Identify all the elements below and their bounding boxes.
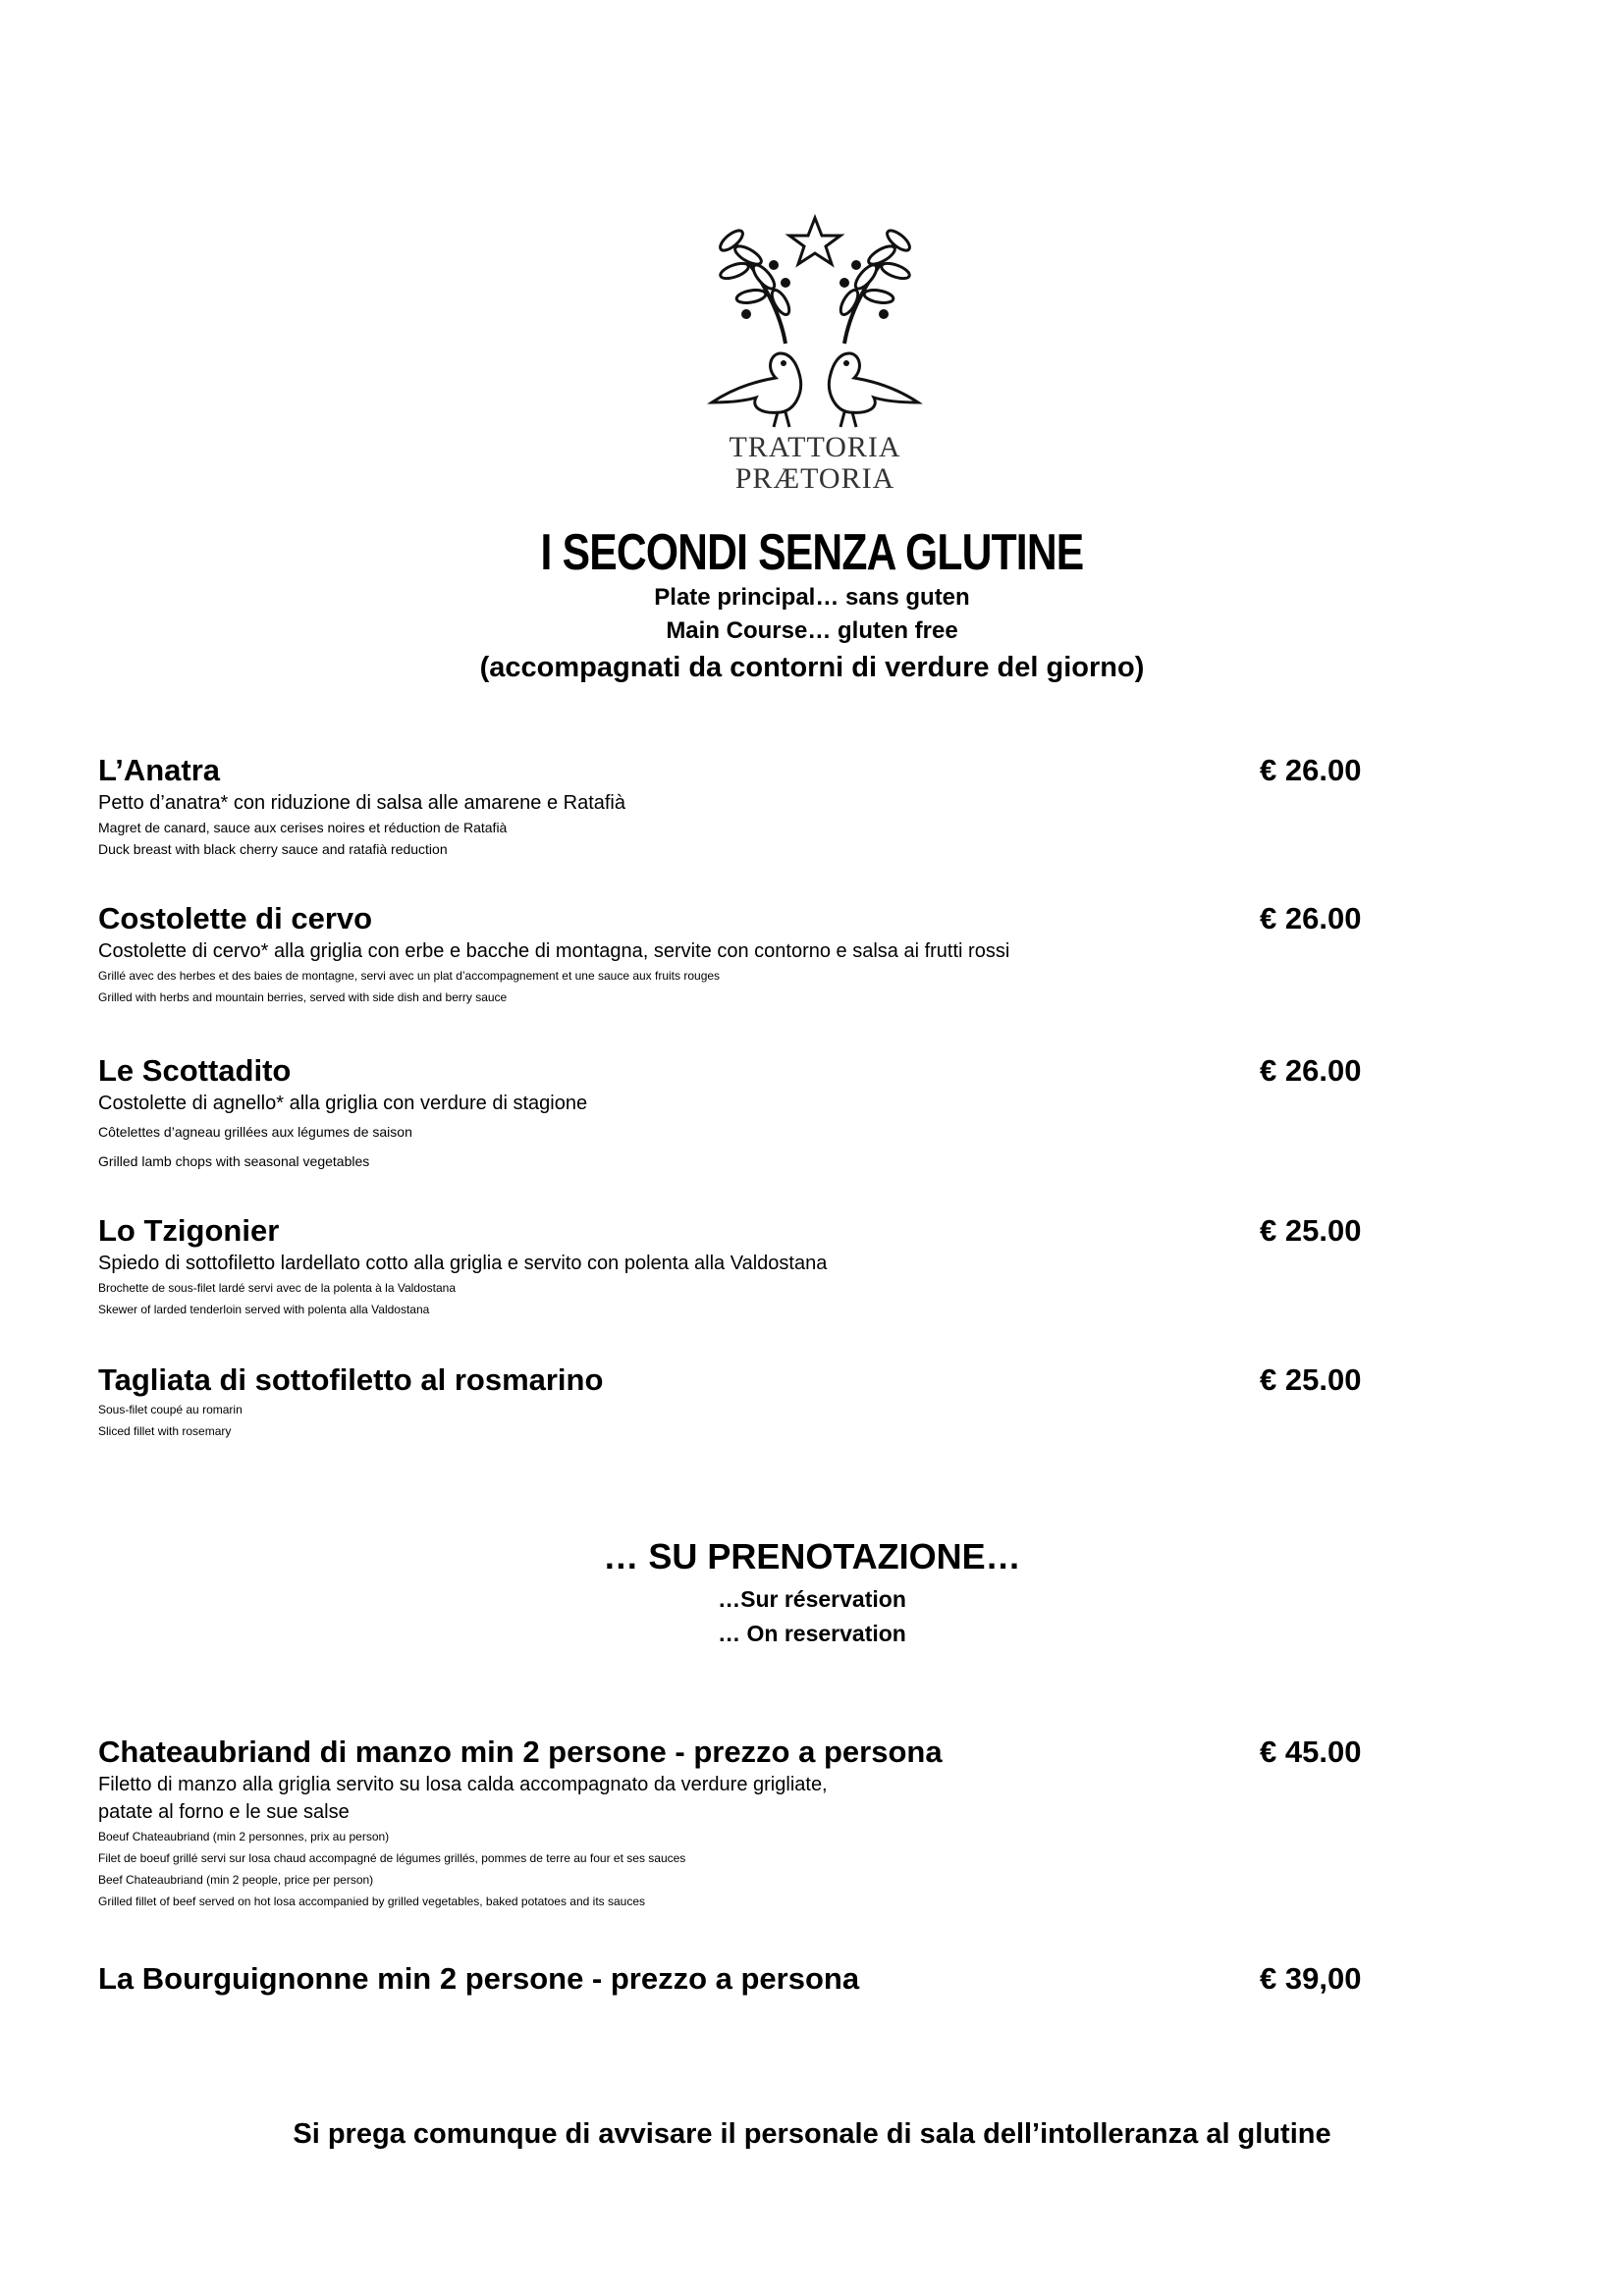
item-description-en: Skewer of larded tenderloin served with polenta alla Valdostana: [98, 1303, 430, 1316]
item-description-fr: Grillé avec des herbes et des baies de montagne, servi avec un plat d’accompagnement et une sauce aux fruits rouges: [98, 969, 721, 983]
item-description-en: Sliced fillet with rosemary: [98, 1424, 232, 1438]
item-description-it: Spiedo di sottofiletto lardellato cotto alla griglia e servito con polenta alla Valdostana: [98, 1253, 828, 1274]
item-description-en-line1: Beef Chateaubriand (min 2 people, price per person): [98, 1873, 374, 1887]
item-description-fr: Côtelettes d’agneau grillées aux légumes de saison: [98, 1124, 412, 1140]
item-price: € 26.00: [1260, 901, 1362, 935]
item-name: Costolette di cervo: [98, 901, 373, 935]
menu-item-anatra: [98, 752, 1375, 860]
item-description-fr-line2: Filet de boeuf grillé servi sur losa chaud accompagné de légumes grillés, pommes de terre au four et ses sauces: [98, 1851, 686, 1865]
item-description-fr: Magret de canard, sauce aux cerises noires et réduction de Ratafià: [98, 820, 508, 835]
item-description-en: Duck breast with black cherry sauce and ratafià reduction: [98, 841, 448, 857]
item-price: € 45.00: [1260, 1735, 1362, 1769]
item-description-it: Petto d’anatra* con riduzione di salsa alle amarene e Ratafià: [98, 792, 625, 814]
item-price: € 26.00: [1260, 1053, 1362, 1088]
item-description-en: Grilled lamb chops with seasonal vegetables: [98, 1153, 370, 1169]
item-price: € 25.00: [1260, 1213, 1362, 1248]
item-name: Lo Tzigonier: [98, 1213, 280, 1248]
item-description-en: Grilled with herbs and mountain berries, served with side dish and berry sauce: [98, 990, 508, 1004]
item-description-it-line1: Filetto di manzo alla griglia servito su losa calda accompagnato da verdure grigliate,: [98, 1774, 828, 1795]
menu-item-bourguignonne: [98, 1960, 1375, 1998]
page-title: I SECONDI SENZA GLUTINE: [540, 524, 1084, 581]
reservation-subtitle-en: … On reservation: [718, 1621, 906, 1646]
subtitle-en: Main Course… gluten free: [666, 617, 958, 644]
brand-line-1: TRATTORIA: [729, 431, 901, 463]
reservation-title: … SU PRENOTAZIONE…: [603, 1536, 1021, 1576]
item-name: Tagliata di sottofiletto al rosmarino: [98, 1362, 604, 1397]
item-price: € 25.00: [1260, 1362, 1362, 1397]
brand-line-2: PRÆTORIA: [734, 462, 895, 495]
side-dish-note: (accompagnati da contorni di verdure del giorno): [479, 652, 1145, 683]
menu-item-costolette-cervo: [98, 900, 1375, 1008]
item-name: La Bourguignonne min 2 persone - prezzo a persona: [98, 1961, 860, 1996]
item-description-fr: Brochette de sous-filet lardé servi avec de la polenta à la Valdostana: [98, 1281, 456, 1295]
subtitle-fr: Plate principal… sans guten: [654, 584, 970, 611]
item-price: € 26.00: [1260, 753, 1362, 787]
menu-item-scottadito: [98, 1052, 1375, 1176]
item-name: Le Scottadito: [98, 1053, 292, 1088]
item-description-it: Costolette di agnello* alla griglia con verdure di stagione: [98, 1093, 588, 1114]
menu-item-tagliata: [98, 1362, 1375, 1442]
menu-item-chateaubriand: [98, 1734, 1375, 1912]
item-description-fr: Sous-filet coupé au romarin: [98, 1403, 243, 1416]
menu-item-tzigonier: [98, 1212, 1375, 1320]
item-name: L’Anatra: [98, 753, 221, 787]
item-description-fr-line1: Boeuf Chateaubriand (min 2 personnes, prix au person): [98, 1830, 390, 1843]
reservation-subtitle-fr: …Sur réservation: [718, 1586, 906, 1612]
item-description-it: Costolette di cervo* alla griglia con erbe e bacche di montagna, servite con contorno e salsa ai frutti rossi: [98, 940, 1010, 962]
gluten-intolerance-notice: Si prega comunque di avvisare il personale di sala dell’intolleranza al glutine: [293, 2118, 1331, 2150]
item-description-en-line2: Grilled fillet of beef served on hot losa accompanied by grilled vegetables, baked potatoes and its sauces: [98, 1895, 646, 1908]
item-description-it-line2: patate al forno e le sue salse: [98, 1801, 350, 1823]
brand-name: [687, 432, 943, 495]
item-price: € 39,00: [1260, 1961, 1362, 1996]
item-name: Chateaubriand di manzo min 2 persone - prezzo a persona: [98, 1735, 943, 1769]
